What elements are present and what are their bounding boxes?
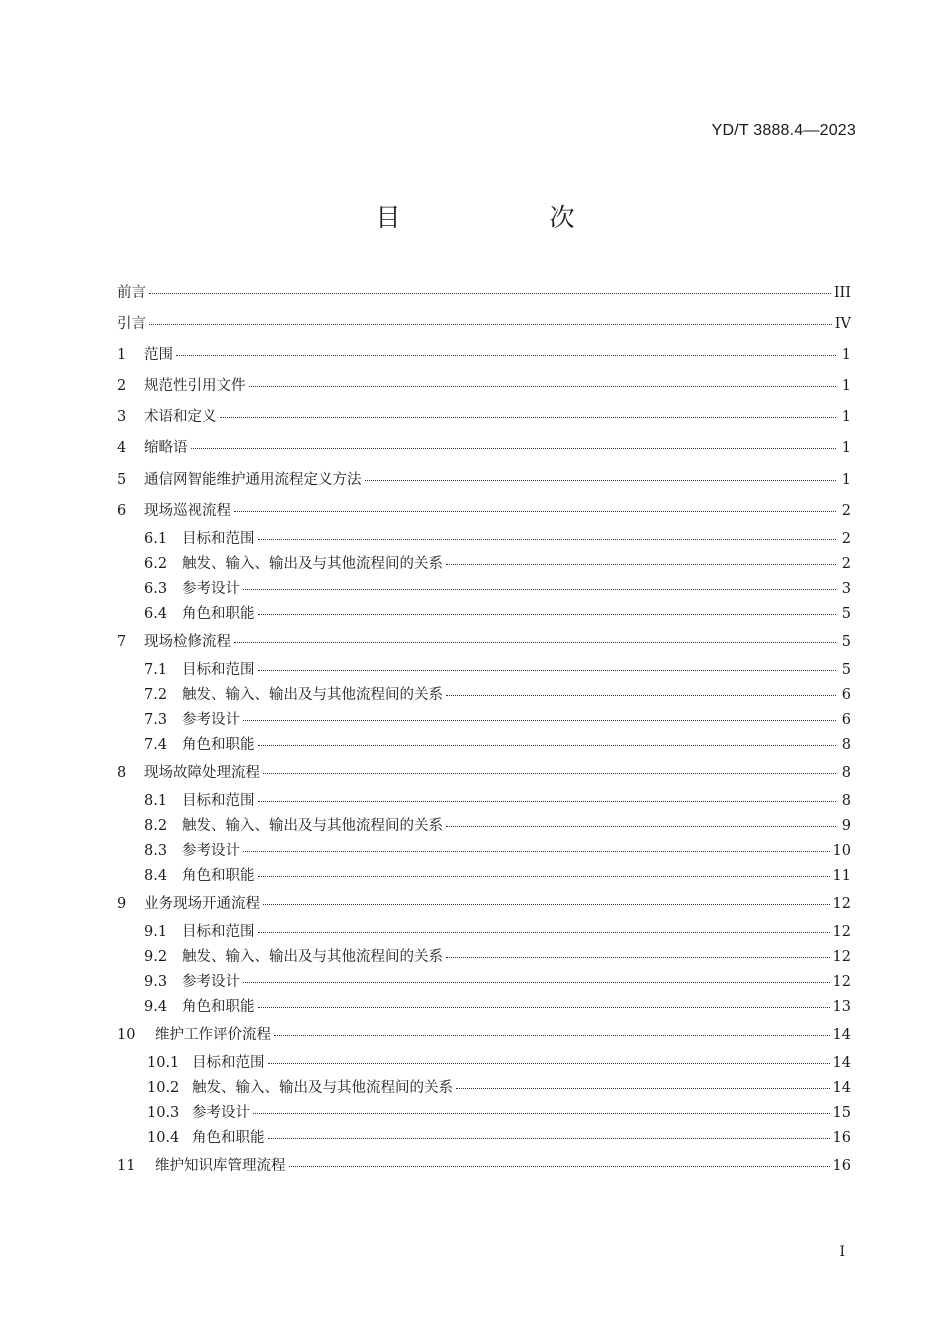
toc-entry-number: 10 [117, 1027, 136, 1044]
toc-entry-label: 角色和职能 [182, 999, 255, 1016]
toc-subentry[interactable] [117, 658, 851, 683]
toc-leader-dots [268, 1063, 830, 1064]
toc-entry-label: 维护工作评价流程 [155, 1027, 271, 1044]
toc-entry-number: 7 [117, 633, 127, 650]
toc-entry-page: IV [834, 316, 851, 333]
toc-entry-page: III [833, 285, 851, 301]
toc-subentry[interactable] [117, 1126, 851, 1151]
toc-leader-dots [258, 614, 837, 615]
toc-entry[interactable] [117, 1020, 851, 1051]
toc-leader-dots [243, 982, 830, 983]
toc-leader-dots [456, 1088, 830, 1089]
toc-entry-number: 7.4 [144, 736, 168, 753]
toc-entry-number: 9.1 [144, 924, 168, 941]
toc-leader-dots [446, 957, 830, 958]
toc-entry[interactable] [117, 340, 851, 371]
toc-subentry[interactable] [117, 733, 851, 758]
toc-entry-number: 10.3 [147, 1105, 180, 1122]
toc-entry-label: 参考设计 [182, 974, 240, 991]
toc-entry-number: 7.2 [144, 686, 168, 703]
toc-entry-page: 10 [832, 842, 851, 859]
toc-entry-number: 3 [117, 409, 127, 426]
toc-entry-page: 5 [841, 605, 851, 622]
toc-leader-dots [258, 801, 837, 802]
toc-entry-label: 现场故障处理流程 [144, 764, 260, 781]
document-code: YD/T 3888.4—2023 [711, 122, 856, 139]
toc-entry-number: 8.3 [144, 842, 168, 859]
toc-entry-label: 缩略语 [144, 440, 188, 457]
toc-entry-number: 9 [117, 895, 127, 912]
toc-leader-dots [446, 695, 836, 696]
toc-entry[interactable] [117, 627, 851, 658]
toc-entry-number: 8.1 [144, 792, 168, 809]
toc-leader-dots [234, 642, 836, 643]
toc-entry-number: 11 [117, 1158, 136, 1175]
toc-entry-number: 1 [117, 347, 127, 364]
toc-entry-number: 7.1 [144, 661, 168, 678]
toc-entry-label: 触发、输入、输出及与其他流程间的关系 [182, 949, 443, 966]
toc-entry-page: 11 [832, 867, 851, 884]
toc-entry-page: 16 [832, 1130, 851, 1147]
toc-entry-label: 参考设计 [182, 580, 240, 597]
toc-entry-label: 范围 [144, 347, 173, 364]
toc-leader-dots [258, 1007, 830, 1008]
toc-entry-label: 触发、输入、输出及与其他流程间的关系 [182, 686, 443, 703]
toc-entry-page: 14 [832, 1080, 851, 1097]
toc-entry-number: 10.2 [147, 1080, 180, 1097]
toc-leader-dots [149, 293, 831, 294]
toc-entry-label: 触发、输入、输出及与其他流程间的关系 [192, 1080, 453, 1097]
toc-entry-page: 12 [832, 949, 851, 966]
toc-subentry[interactable] [117, 552, 851, 577]
toc-entry-number: 8 [117, 764, 127, 781]
toc-entry[interactable] [117, 496, 851, 527]
toc-entry-page: 12 [832, 895, 851, 912]
page-number: I [839, 1244, 845, 1260]
toc-entry-label: 角色和职能 [192, 1130, 265, 1147]
toc-entry-label: 触发、输入、输出及与其他流程间的关系 [182, 555, 443, 572]
toc-entry-label: 引言 [117, 316, 146, 333]
toc-entry[interactable] [117, 1151, 851, 1182]
toc-entry-page: 16 [832, 1158, 851, 1175]
toc-leader-dots [258, 745, 837, 746]
toc-leader-dots [176, 355, 836, 356]
toc-entry-page: 14 [832, 1027, 851, 1044]
toc-entry-page: 5 [841, 661, 851, 678]
toc-entry-label: 前言 [117, 285, 146, 301]
toc-entry[interactable] [117, 371, 851, 402]
toc-entry-number: 6.4 [144, 605, 168, 622]
toc-entry-page: 1 [841, 347, 851, 364]
toc-leader-dots [258, 932, 830, 933]
toc-subentry[interactable] [117, 1051, 851, 1076]
toc-subentry[interactable] [117, 602, 851, 627]
toc-entry-number: 9.4 [144, 999, 168, 1016]
toc-subentry[interactable] [117, 1101, 851, 1126]
toc-entry-page: 15 [832, 1105, 851, 1122]
toc-entry-label: 术语和定义 [144, 409, 217, 426]
toc-entry-number: 9.3 [144, 974, 168, 991]
toc-entry[interactable] [117, 309, 851, 340]
toc-entry-page: 6 [841, 686, 851, 703]
toc-entry-number: 6 [117, 502, 127, 519]
toc-entry-number: 4 [117, 440, 127, 457]
toc-entry-label: 触发、输入、输出及与其他流程间的关系 [182, 817, 443, 834]
toc-entry-label: 目标和范围 [192, 1055, 265, 1072]
toc-leader-dots [289, 1166, 830, 1167]
toc-subentry[interactable] [117, 527, 851, 552]
toc-leader-dots [220, 417, 837, 418]
toc-subentry[interactable] [117, 789, 851, 814]
toc-entry-label: 角色和职能 [182, 867, 255, 884]
toc-subentry[interactable] [117, 577, 851, 602]
toc-entry-page: 8 [841, 764, 851, 781]
toc-subentry[interactable] [117, 970, 851, 995]
toc-entry-page: 1 [841, 471, 851, 488]
toc-entry-page: 2 [841, 502, 851, 519]
toc-subentry[interactable] [117, 995, 851, 1020]
toc-entry-page: 2 [841, 530, 851, 547]
toc-leader-dots [274, 1035, 830, 1036]
toc-entry-page: 9 [841, 817, 851, 834]
toc-subentry[interactable] [117, 945, 851, 970]
toc-leader-dots [243, 589, 836, 590]
toc-leader-dots [268, 1138, 830, 1139]
toc-leader-dots [234, 511, 836, 512]
toc-entry-number: 2 [117, 378, 127, 395]
toc-subentry[interactable] [117, 920, 851, 945]
toc-entry-label: 规范性引用文件 [144, 378, 246, 395]
toc-leader-dots [446, 826, 836, 827]
toc-entry-label: 角色和职能 [182, 736, 255, 753]
toc-entry-label: 现场巡视流程 [144, 502, 231, 519]
toc-entry-label: 目标和范围 [182, 924, 255, 941]
toc-leader-dots [263, 904, 830, 905]
toc-entry-page: 1 [841, 378, 851, 395]
toc-entry-label: 参考设计 [182, 842, 240, 859]
toc-title: 目 次 [375, 203, 637, 232]
toc-subentry[interactable] [117, 683, 851, 708]
toc-leader-dots [263, 773, 836, 774]
toc-entry-page: 14 [832, 1055, 851, 1072]
toc-entry-page: 8 [841, 736, 851, 753]
toc-leader-dots [258, 876, 830, 877]
toc-leader-dots [258, 539, 837, 540]
toc-entry-page: 5 [841, 633, 851, 650]
toc-entry-number: 5 [117, 471, 127, 488]
toc-entry-label: 目标和范围 [182, 661, 255, 678]
toc-entry-page: 8 [841, 792, 851, 809]
toc-entry-page: 12 [832, 974, 851, 991]
toc-entry-label: 维护知识库管理流程 [155, 1158, 286, 1175]
toc-entry-number: 8.4 [144, 867, 168, 884]
toc-entry-label: 通信网智能维护通用流程定义方法 [144, 471, 362, 488]
toc-entry[interactable] [117, 889, 851, 920]
toc-leader-dots [243, 720, 836, 721]
toc-entry-page: 13 [832, 999, 851, 1016]
toc-entry-number: 7.3 [144, 711, 168, 728]
toc-entry-label: 现场检修流程 [144, 633, 231, 650]
toc-subentry[interactable] [117, 814, 851, 839]
toc-entry-label: 目标和范围 [182, 530, 255, 547]
toc-subentry[interactable] [117, 864, 851, 889]
toc-entry-number: 6.2 [144, 555, 168, 572]
toc-entry-label: 目标和范围 [182, 792, 255, 809]
toc-entry-number: 9.2 [144, 949, 168, 966]
toc-leader-dots [249, 386, 837, 387]
toc-entry-number: 6.3 [144, 580, 168, 597]
toc-entry-number: 8.2 [144, 817, 168, 834]
toc-entry-label: 业务现场开通流程 [144, 895, 260, 912]
toc-entry-number: 10.4 [147, 1130, 180, 1147]
toc-entry-number: 6.1 [144, 530, 168, 547]
toc-entry[interactable] [117, 433, 851, 464]
toc-leader-dots [258, 670, 837, 671]
toc-entry-page: 2 [841, 555, 851, 572]
toc-subentry[interactable] [117, 839, 851, 864]
toc-entry[interactable] [117, 465, 851, 496]
toc-entry-label: 参考设计 [192, 1105, 250, 1122]
toc-leader-dots [253, 1113, 830, 1114]
toc-entry-page: 1 [841, 409, 851, 426]
toc-leader-dots [149, 324, 832, 325]
toc-entry-label: 角色和职能 [182, 605, 255, 622]
toc-subentry[interactable] [117, 708, 851, 733]
toc-leader-dots [446, 564, 836, 565]
toc-leader-dots [365, 480, 837, 481]
table-of-contents [117, 278, 851, 1182]
toc-entry[interactable] [117, 758, 851, 789]
toc-entry-page: 6 [841, 711, 851, 728]
toc-entry-label: 参考设计 [182, 711, 240, 728]
toc-entry[interactable] [117, 278, 851, 309]
toc-leader-dots [243, 851, 830, 852]
toc-entry[interactable] [117, 402, 851, 433]
toc-entry-number: 10.1 [147, 1055, 180, 1072]
toc-entry-page: 1 [841, 440, 851, 457]
toc-entry-page: 12 [832, 924, 851, 941]
toc-entry-page: 3 [841, 580, 851, 597]
toc-subentry[interactable] [117, 1076, 851, 1101]
toc-leader-dots [191, 448, 837, 449]
